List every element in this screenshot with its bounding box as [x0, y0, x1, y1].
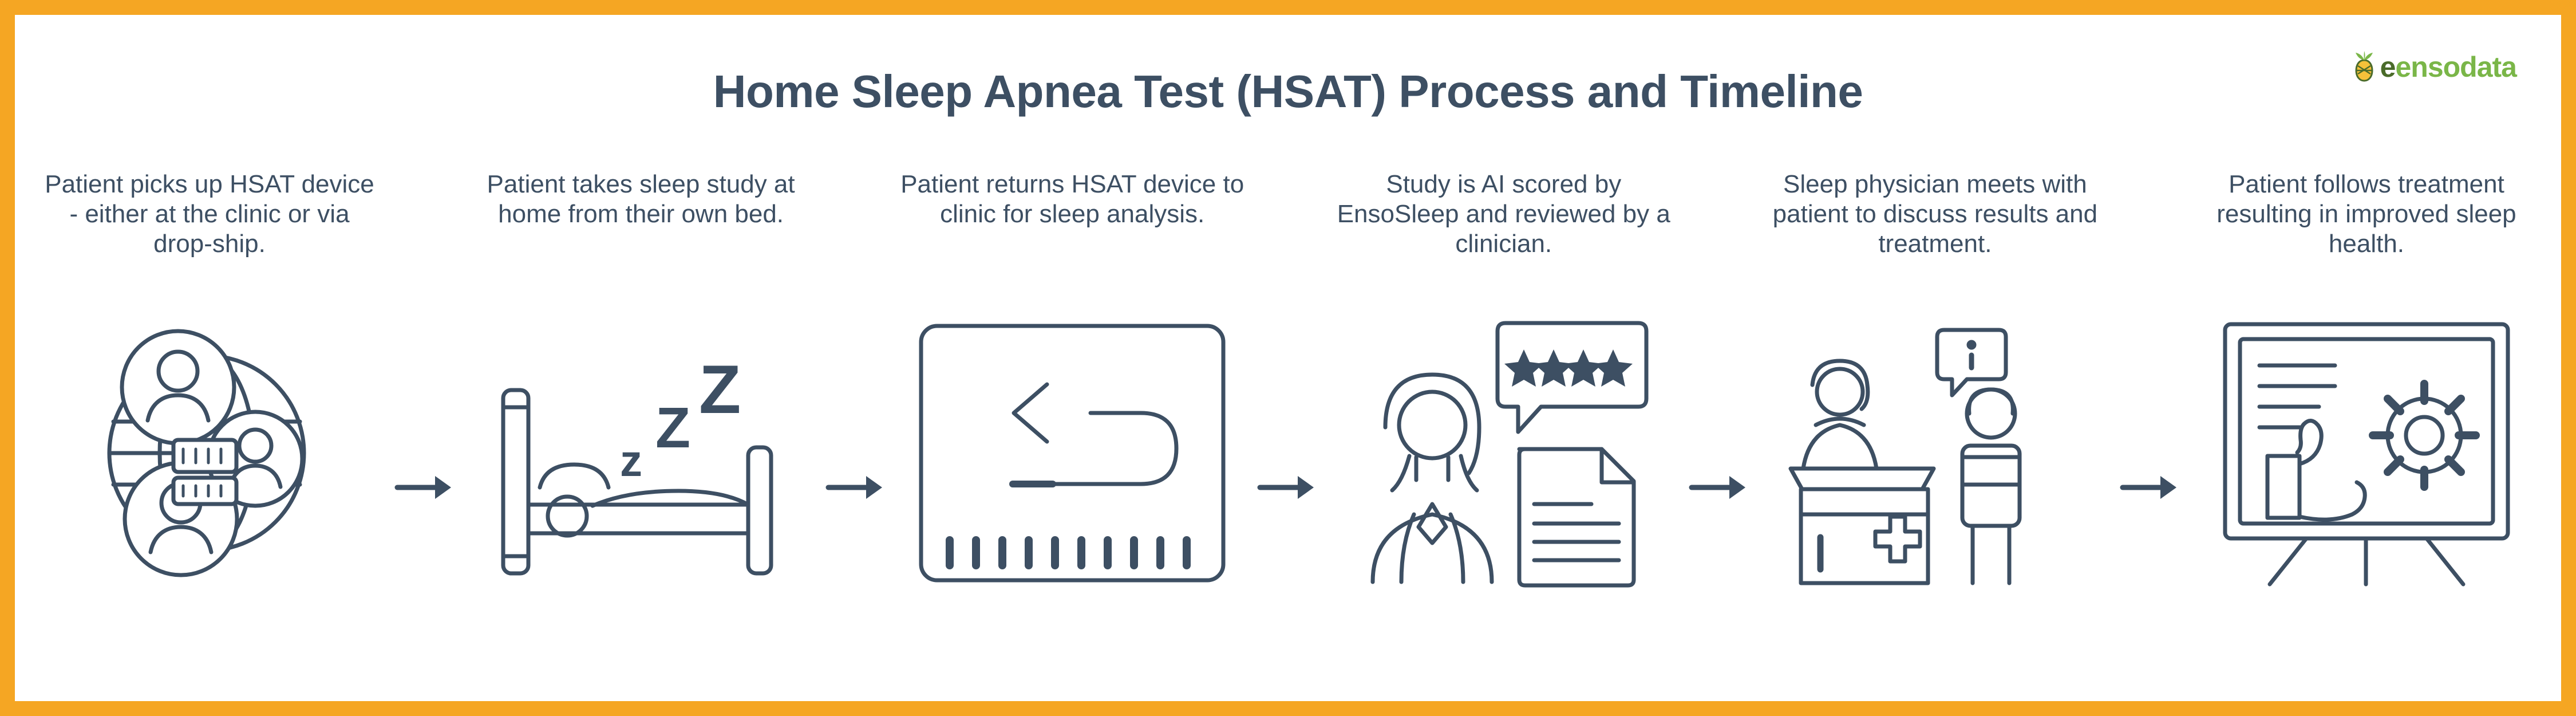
patients-globe-icon [84, 307, 335, 599]
clinician-review-report-icon [1352, 307, 1656, 599]
step-physician-visit [1763, 170, 2107, 599]
step-caption: Patient returns HSAT device to clinic for sleep analysis. [900, 170, 1244, 228]
svg-text:Z: Z [655, 396, 690, 460]
arrow-right-icon-3 [1251, 170, 1325, 662]
process-steps [38, 170, 2538, 662]
step-ai-scored [1332, 170, 1676, 599]
step-caption: Patient picks up HSAT device - either at the clinic or via drop-ship. [45, 170, 374, 258]
step-return-device [900, 170, 1244, 599]
step-caption: Patient follows treatment resulting in improved sleep health. [2217, 170, 2516, 258]
svg-text:z: z [619, 435, 642, 486]
doctor-desk-patient-icon [1780, 307, 2089, 599]
step-caption: Patient takes sleep study at home from their own bed. [487, 170, 795, 228]
presentation-thumbs-up-gear-icon [2215, 307, 2518, 599]
page-title: Home Sleep Apnea Test (HSAT) Process and Timeline [713, 66, 1863, 117]
svg-text:Z: Z [698, 351, 741, 428]
return-arrow-device-icon [912, 307, 1232, 599]
logo-wordmark-text: ensodata [2395, 51, 2516, 83]
step-caption: Sleep physician meets with patient to discuss results and treatment. [1772, 170, 2098, 258]
infographic-inner [15, 15, 2561, 701]
arrow-right-icon-1 [388, 170, 463, 662]
step-home-study [469, 170, 813, 599]
step-caption: Study is AI scored by EnsoSleep and reviewed by a clinician. [1337, 170, 1670, 258]
sleeping-in-bed-icon [489, 307, 793, 599]
step-pickup [38, 170, 381, 599]
logo-wordmark-initial: e [2380, 51, 2396, 83]
arrow-right-icon-5 [2113, 170, 2188, 662]
arrow-right-icon-4 [1682, 170, 1757, 662]
step-treatment [2195, 170, 2538, 599]
arrow-right-icon-2 [819, 170, 894, 662]
